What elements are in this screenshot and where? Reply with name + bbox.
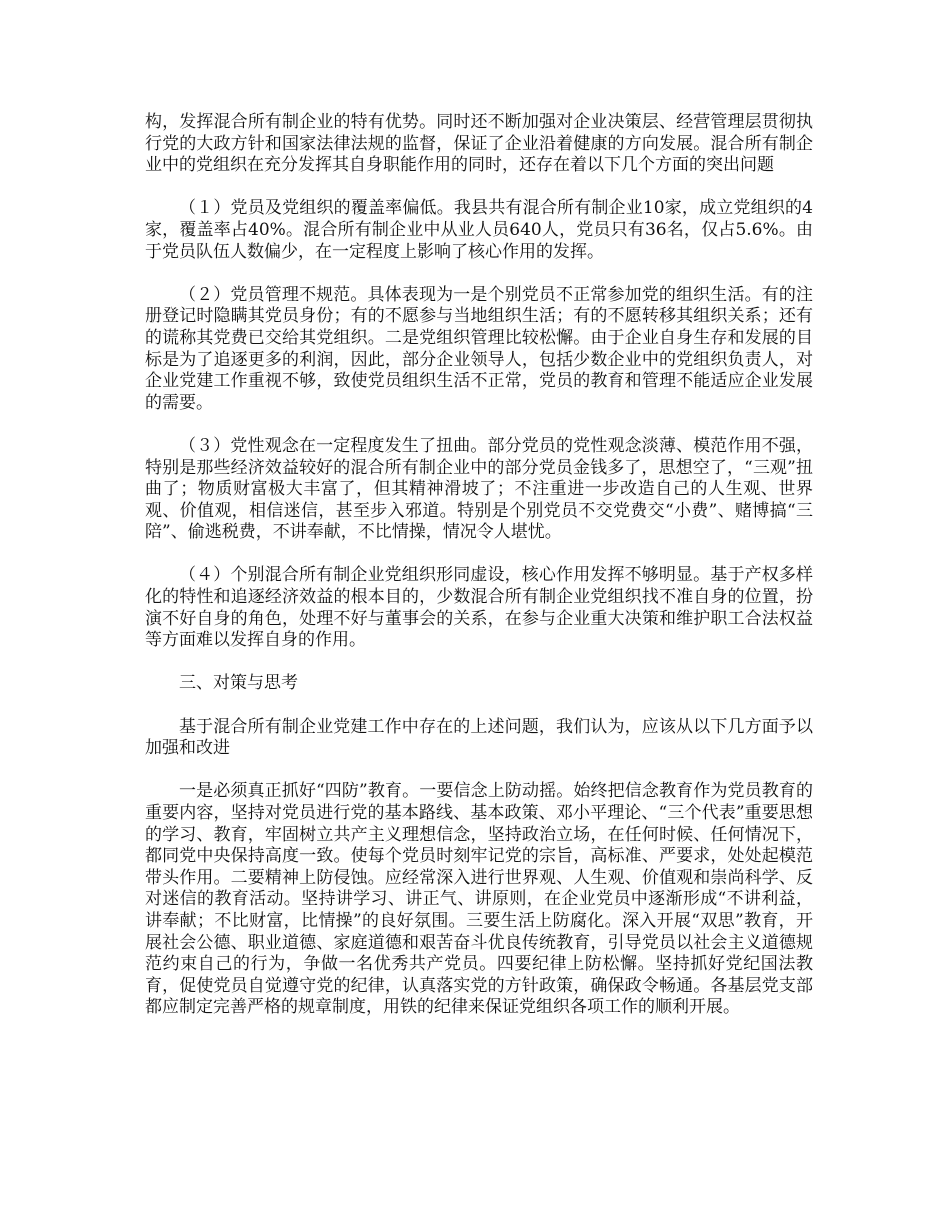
section-heading: 三、对策与思考 <box>179 673 298 694</box>
intro-paragraph: 构，发挥混合所有制企业的特有优势。同时还不断加强对企业决策层、经营管理层贯彻执行党的大政方针和国家法律法规的监督，保证了企业沿着健康的方向发展。混合所有制企业中的党组织在充分发挥其自身职能作用的同时，还存在着以下几个方面的突出问题 <box>145 112 813 176</box>
issue-3-paragraph: （３）党性观念在一定程度发生了扭曲。部分党员的党性观念淡薄、模范作用不强，特别是那些经济效益较好的混合所有制企业中的部分党员金钱多了，思想空了，“三观”扭曲了；物质财富极大丰富了，但其精神滑坡了；不注重进一步改造自己的人生观、世界观、价值观，相信迷信，甚至步入邪道。特别是个别党员不交党费交“小费”、赌博搞“三陪”、偷逃税费，不讲奉献，不比情操，情况令人堪忧。 <box>145 435 813 543</box>
issue-4-paragraph: （４）个别混合所有制企业党组织形同虚设，核心作用发挥不够明显。基于产权多样化的特性和追逐经济效益的根本目的，少数混合所有制企业党组织找不准自身的位置，扮演不好自身的角色，处理不好与董事会的关系，在参与企业重大决策和维护职工合法权益等方面难以发挥自身的作用。 <box>145 565 813 651</box>
document-page <box>145 112 813 1041</box>
measures-intro-paragraph: 基于混合所有制企业党建工作中存在的上述问题，我们认为，应该从以下几方面予以加强和改进 <box>145 716 813 759</box>
issue-2-paragraph: （２）党员管理不规范。具体表现为一是个别党员不正常参加党的组织生活。有的注册登记时隐瞒其党员身份；有的不愿参与当地组织生活；有的不愿转移其组织关系；还有的谎称其党费已交给其党组织。二是党组织管理比较松懈。由于企业自身生存和发展的目标是为了追逐更多的利润，因此，部分企业领导人，包括少数企业中的党组织负责人，对企业党建工作重视不够，致使党员组织生活不正常，党员的教育和管理不能适应企业发展的需要。 <box>145 284 813 413</box>
measure-1-paragraph: 一是必须真正抓好“四防”教育。一要信念上防动摇。始终把信念教育作为党员教育的重要内容，坚持对党员进行党的基本路线、基本政策、邓小平理论、“三个代表”重要思想的学习、教育，牢固树立共产主义理想信念，坚持政治立场，在任何时候、任何情况下，都同党中央保持高度一致。使每个党员时刻牢记党的宗旨，高标准、严要求，处处起模范带头作用。二要精神上防侵蚀。应经常深入进行世界观、人生观、价值观和崇尚科学、反对迷信的教育活动。坚持讲学习、讲正气、讲原则，在企业党员中逐渐形成“不讲利益，讲奉献；不比财富，比情操”的良好氛围。三要生活上防腐化。深入开展“双思”教育，开展社会公德、职业道德、家庭道德和艰苦奋斗优良传统教育，引导党员以社会主义道德规范约束自己的行为，争做一名优秀共产党员。四要纪律上防松懈。坚持抓好党纪国法教育，促使党员自觉遵守党的纪律，认真落实党的方针政策，确保政令畅通。各基层党支部都应制定完善严格的规章制度，用铁的纪律来保证党组织各项工作的顺利开展。 <box>145 781 813 1018</box>
issue-1-paragraph: （１）党员及党组织的覆盖率偏低。我县共有混合所有制企业10家，成立党组织的4家，覆盖率占40%。混合所有制企业中从业人员640人，党员只有36名，仅占5.6%。由于党员队伍人数偏少，在一定程度上影响了核心作用的发挥。 <box>145 198 813 262</box>
